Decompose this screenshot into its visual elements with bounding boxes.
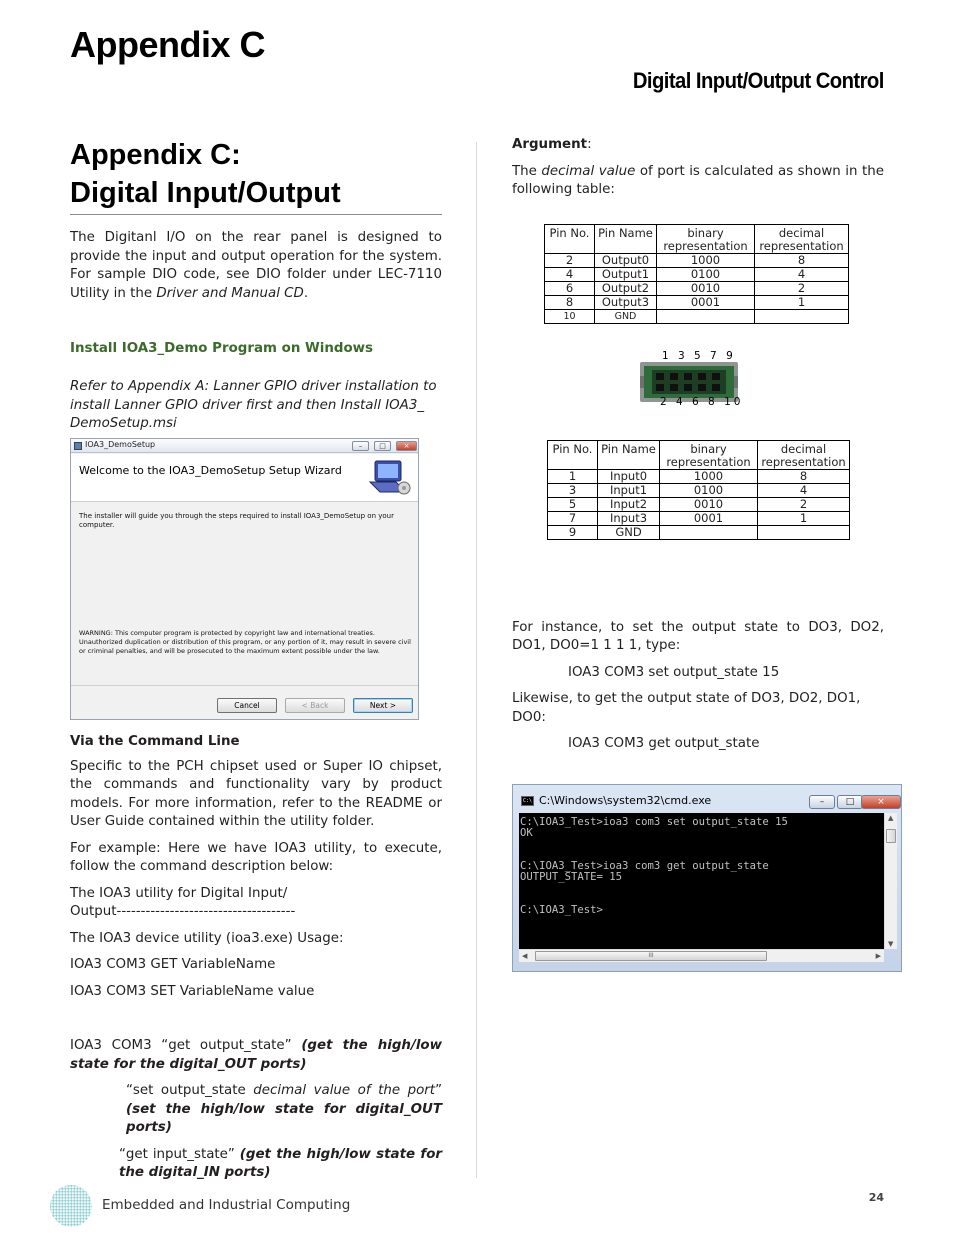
chapter-subtitle: Digital Input/Output Control: [633, 68, 884, 93]
header-decimal-2: representation: [761, 454, 846, 469]
utility-paragraph: [70, 885, 442, 922]
header-decimal-1: decimal: [780, 441, 827, 456]
installer-warning-text: WARNING: This computer program is protected by copyright law and international treaties. Unauthorized duplication or distribution of this program, or any portion of it, may result in severe civil or criminal penalties, and will be prosecuted to the maximum extent possible under the law.: [79, 628, 411, 655]
company-logo-icon: [49, 1184, 93, 1228]
header-binary-2: representation: [666, 454, 751, 469]
output-table-header: [545, 224, 849, 253]
cmd-window-title: C:\Windows\system32\cmd.exe: [539, 793, 712, 807]
cell-decimal: [758, 525, 850, 539]
header-binary: [657, 224, 755, 253]
cell-decimal: 1: [758, 511, 850, 525]
right-column: [512, 136, 894, 972]
header-decimal-2: representation: [759, 238, 844, 253]
cell-decimal: 2: [755, 281, 849, 295]
table-row: [548, 483, 850, 497]
cell-decimal: 8: [755, 253, 849, 267]
header-binary-1: binary: [690, 441, 727, 456]
install-note: Refer to Appendix A: Lanner GPIO driver installation to install Lanner GPIO driver first and then Install IOA3_ DemoSetup.msi: [70, 379, 437, 431]
cmd-maximize-button[interactable]: □: [837, 795, 863, 809]
cell-pin: 3: [548, 483, 598, 497]
cmd-get-input-text: “get input_state”: [119, 1146, 240, 1162]
footer-company-text: Embedded and Industrial Computing: [102, 1197, 351, 1213]
installer-back-button[interactable]: < Back: [285, 698, 345, 713]
cell-name: Output2: [595, 281, 657, 295]
cmd-titlebar: [513, 785, 901, 811]
installer-app-icon: [74, 442, 82, 450]
cell-pin: 10: [545, 309, 595, 323]
cmd-vscroll-thumb[interactable]: [886, 829, 896, 843]
page-number: 24: [868, 1191, 884, 1204]
header-binary-2: representation: [663, 238, 748, 253]
cmd-set-output-text2: ”: [435, 1083, 442, 1098]
cmd-set-output-desc: (set the high/low state for digital_OUT ports): [126, 1101, 442, 1135]
cell-name: GND: [595, 309, 657, 323]
cell-decimal: [755, 309, 849, 323]
installer-body-text: The installer will guide you through the steps required to install IOA3_DemoSetup on your computer.: [79, 511, 394, 529]
cell-binary: 0100: [657, 267, 755, 281]
scroll-right-icon[interactable]: ▶: [875, 951, 881, 960]
cell-name: Input1: [598, 483, 660, 497]
cmd-console-output[interactable]: C:\IOA3_Test>ioa3 com3 set output_state 15 OK C:\IOA3_Test>ioa3 com3 get output_state OUTPUT_STATE= 15 C:\IOA3_Test>: [519, 813, 884, 949]
cmd-get-input: [70, 1146, 442, 1183]
header-decimal: [755, 224, 849, 253]
instance-paragraph: For instance, to set the output state to DO3, DO2, DO1, DO0=1 1 1 1, type:: [512, 619, 884, 653]
cmd-vertical-scrollbar[interactable]: [884, 813, 897, 949]
intro-end: .: [303, 285, 309, 301]
connector-diagram: [512, 350, 884, 410]
cmd-get-output-text: IOA3 COM3 “get output_state”: [70, 1038, 302, 1053]
header-pin-name: Pin Name: [598, 440, 660, 469]
cmd-hscroll-thumb[interactable]: III: [535, 951, 767, 961]
cmd-horizontal-scrollbar[interactable]: [519, 949, 884, 962]
cell-binary: 1000: [657, 253, 755, 267]
cmd-set-output-text: “set output_state: [126, 1083, 254, 1098]
cell-name: Input3: [598, 511, 660, 525]
cell-binary: 0100: [660, 483, 758, 497]
section-title-line2: Digital Input/Output: [70, 177, 341, 209]
header-binary: [660, 440, 758, 469]
decimal-paragraph: [512, 163, 884, 200]
installer-close-button[interactable]: ×: [396, 441, 417, 451]
usage-get: IOA3 COM3 GET VariableName: [70, 957, 276, 972]
cmd-window: [512, 784, 902, 972]
left-column: [70, 136, 442, 1183]
cell-decimal: 2: [758, 497, 850, 511]
cmd-get-example: IOA3 COM3 get output_state: [568, 736, 760, 751]
output-pin-table: [544, 224, 849, 324]
cell-binary: 0010: [657, 281, 755, 295]
decimal-text-a: The: [512, 163, 542, 179]
utility-line2: Output-------------------------------------: [70, 904, 296, 919]
installer-computer-icon: [366, 458, 412, 500]
table-row: [548, 469, 850, 483]
header-pin-no: Pin No.: [548, 440, 598, 469]
connector-top-numbers: 1 3 5 7 9: [662, 349, 736, 362]
cmd-set-output-italic: decimal value of the port: [253, 1083, 436, 1098]
table-row: [545, 267, 849, 281]
installer-cancel-button[interactable]: Cancel: [217, 698, 277, 713]
connector-bottom-numbers: 2 4 6 8 10: [660, 395, 744, 408]
column-divider: [476, 142, 477, 1178]
cmd-get-output-desc: (get the high/low state for the digital_OUT ports): [70, 1038, 442, 1072]
decimal-text-b: of port is calculated as shown in the following table:: [512, 163, 884, 197]
scroll-up-icon[interactable]: ▲: [888, 813, 894, 822]
section-title-line1: Appendix C:: [70, 139, 241, 171]
example-paragraph: For example: Here we have IOA3 utility, to execute, follow the command description below:: [70, 840, 442, 874]
cell-pin: 7: [548, 511, 598, 525]
installer-banner: [71, 454, 418, 502]
intro-italic: Driver and Manual CD: [156, 285, 304, 301]
table-row: [545, 253, 849, 267]
cell-name: Output1: [595, 267, 657, 281]
cmd-app-icon: C:\: [522, 797, 533, 804]
cell-decimal: 4: [758, 483, 850, 497]
usage-set: IOA3 COM3 SET VariableName value: [70, 983, 315, 999]
cell-name: GND: [598, 525, 660, 539]
cell-binary: [660, 525, 758, 539]
cmd-get-output: [70, 1037, 442, 1074]
table-row: [548, 511, 850, 525]
cell-binary: 0001: [657, 295, 755, 309]
cell-binary: 0010: [660, 497, 758, 511]
pch-paragraph: Specific to the PCH chipset used or Super IO chipset, the commands and functionality vary by product models. For more information, refer to the README or User Guide contained within the utility folder.: [70, 758, 442, 829]
argument-bold: Argument: [512, 137, 588, 152]
installer-window-title: IOA3_DemoSetup: [85, 439, 156, 449]
intro-paragraph: [70, 229, 442, 303]
cell-name: Input0: [598, 469, 660, 483]
installer-welcome-text: Welcome to the IOA3_DemoSetup Setup Wizard: [79, 463, 342, 477]
table-row: [548, 525, 850, 539]
cell-decimal: 4: [755, 267, 849, 281]
header-decimal-1: decimal: [778, 225, 825, 240]
decimal-italic: decimal value: [541, 163, 636, 179]
cmd-minimize-button[interactable]: –: [809, 795, 835, 809]
cell-binary: 0001: [660, 511, 758, 525]
cmd-set-output: [70, 1082, 442, 1138]
cell-name: Output0: [595, 253, 657, 267]
header-pin-name: Pin Name: [595, 224, 657, 253]
cell-pin: 5: [548, 497, 598, 511]
usage-paragraph: The IOA3 device utility (ioa3.exe) Usage:: [70, 930, 344, 946]
installer-next-button[interactable]: Next >: [353, 698, 413, 713]
installer-maximize-button[interactable]: □: [374, 441, 391, 451]
input-pin-table: [547, 440, 850, 540]
cell-name: Input2: [598, 497, 660, 511]
header-binary-1: binary: [687, 225, 724, 240]
header-decimal: [758, 440, 850, 469]
section-title: [70, 136, 442, 215]
cmd-get-input-desc: (get the high/low state for the digital_IN ports): [119, 1146, 442, 1180]
cell-pin: 9: [548, 525, 598, 539]
scroll-down-icon[interactable]: ▼: [888, 939, 894, 948]
header-pin-no: Pin No.: [545, 224, 595, 253]
utility-line1: The IOA3 utility for Digital Input/: [70, 885, 288, 901]
cell-pin: 8: [545, 295, 595, 309]
cell-binary: 1000: [660, 469, 758, 483]
installer-separator: [71, 685, 418, 686]
install-heading: Install IOA3_Demo Program on Windows: [70, 341, 374, 356]
cell-decimal: 1: [755, 295, 849, 309]
cell-pin: 6: [545, 281, 595, 295]
installer-minimize-button[interactable]: –: [352, 441, 369, 451]
argument-label: [512, 136, 884, 155]
likewise-paragraph: Likewise, to get the output state of DO3, DO2, DO1, DO0:: [512, 691, 861, 725]
cell-pin: 4: [545, 267, 595, 281]
cell-decimal: 8: [758, 469, 850, 483]
installer-titlebar: [71, 439, 418, 453]
cell-pin: 2: [545, 253, 595, 267]
installer-window: [70, 438, 419, 720]
input-table-header: [548, 440, 850, 469]
table-row: [545, 281, 849, 295]
cmdline-heading: Via the Command Line: [70, 733, 240, 749]
argument-colon: :: [587, 137, 592, 152]
intro-text: The Digitanl I/O on the rear panel is designed to provide the input and output operation for the system. For sample DIO code, see DIO folder under LEC-7110 Utility in the: [70, 230, 442, 301]
table-row: [548, 497, 850, 511]
chapter-title: Appendix C: [70, 24, 266, 65]
cell-binary: [657, 309, 755, 323]
cmd-close-button[interactable]: ×: [861, 795, 901, 809]
cell-pin: 1: [548, 469, 598, 483]
cmd-set-example: IOA3 COM3 set output_state 15: [568, 664, 780, 680]
table-row: [545, 295, 849, 309]
scroll-left-icon[interactable]: ◀: [522, 951, 528, 960]
table-row: [545, 309, 849, 323]
cell-name: Output3: [595, 295, 657, 309]
